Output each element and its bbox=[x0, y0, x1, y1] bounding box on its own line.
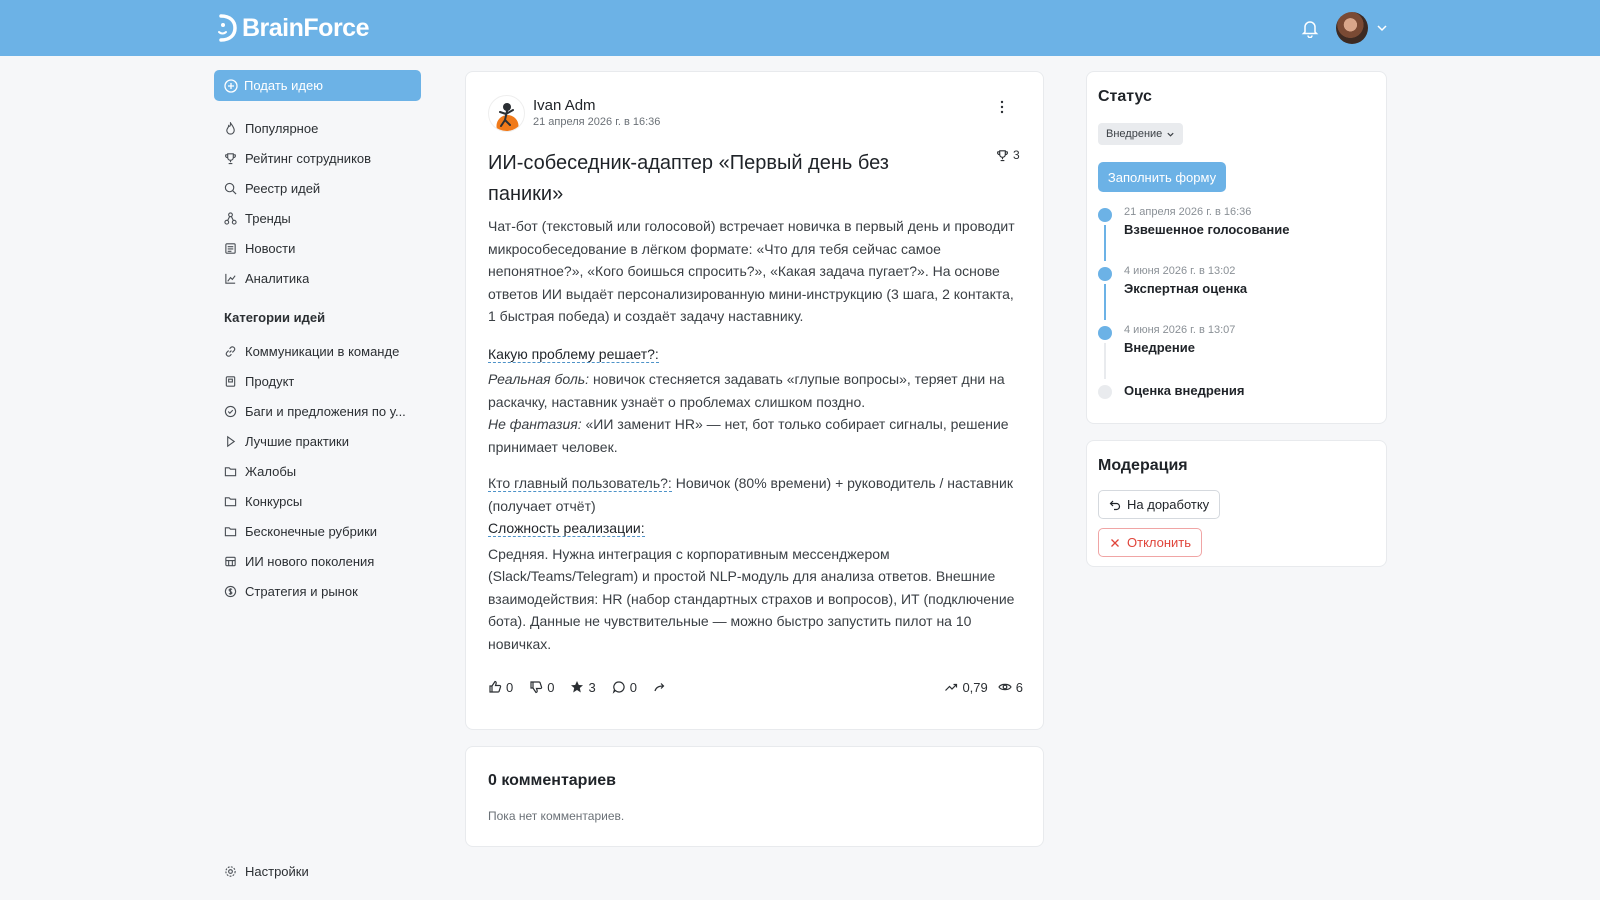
category-best-practices[interactable] bbox=[214, 426, 422, 456]
timeline-dot bbox=[1098, 208, 1112, 222]
nav-item-idea-registry[interactable] bbox=[214, 173, 422, 203]
category-strategy-market[interactable] bbox=[214, 576, 422, 606]
user-paragraph bbox=[488, 472, 1023, 517]
timeline-date: 4 июня 2026 г. в 13:02 bbox=[1124, 265, 1236, 277]
category-label: Баги и предложения по у... bbox=[245, 403, 406, 419]
send-to-rework-button[interactable] bbox=[1098, 490, 1220, 519]
fill-form-button[interactable]: Заполнить форму bbox=[1098, 162, 1226, 192]
comments-title: 0 комментариев bbox=[488, 772, 617, 789]
post-intro: Чат-бот (текстовый или голосовой) встречает новичка в первый день и проводит микрособеседование в лёгком формате: «Что для тебя сейчас самое непонятное?», «Кого боишься спросить?», «Какая задача пугает?». На основе ответов ИИ выдаёт персонализированную мини-инструкцию (3 шага, 2 контакта, 1 быстрая победа) и создаёт задачу наставнику. bbox=[488, 218, 1015, 324]
trophy-badge bbox=[996, 148, 1020, 162]
rework-label: На доработку bbox=[1127, 497, 1210, 512]
folder-icon bbox=[224, 465, 237, 478]
sidebar bbox=[214, 70, 422, 606]
like-button[interactable] bbox=[488, 680, 513, 695]
user-area bbox=[1300, 12, 1388, 44]
nav-item-trends[interactable] bbox=[214, 203, 422, 233]
trend-stat bbox=[944, 680, 987, 695]
trophy-icon bbox=[996, 149, 1009, 162]
category-label: Бесконечные рубрики bbox=[245, 523, 378, 539]
network-icon bbox=[224, 212, 237, 225]
category-label: Лучшие практики bbox=[245, 433, 349, 449]
post-body bbox=[488, 215, 1023, 655]
fantasy-label: Не фантазия: bbox=[488, 416, 582, 432]
problem-heading-text: Какую проблему решает?: bbox=[488, 345, 659, 362]
idea-post-card bbox=[465, 71, 1044, 730]
views-stat bbox=[998, 680, 1023, 695]
nav-item-analytics[interactable] bbox=[214, 263, 422, 293]
nav-label: Аналитика bbox=[245, 270, 310, 286]
trending-up-icon bbox=[944, 680, 958, 694]
post-stats bbox=[934, 680, 1023, 695]
timeline-connector bbox=[1104, 225, 1106, 261]
nav-label: Рейтинг сотрудников bbox=[245, 150, 372, 166]
dislike-button[interactable] bbox=[529, 680, 554, 695]
nav-item-popular[interactable] bbox=[214, 113, 422, 143]
nav-item-employee-rating[interactable] bbox=[214, 143, 422, 173]
trophy-count: 3 bbox=[1013, 148, 1020, 162]
share-icon bbox=[653, 680, 667, 694]
category-label: Жалобы bbox=[245, 463, 297, 479]
logo[interactable] bbox=[214, 12, 369, 44]
coin-icon bbox=[224, 585, 237, 598]
bell-icon[interactable] bbox=[1300, 18, 1320, 38]
category-product[interactable] bbox=[214, 366, 422, 396]
brain-logo-icon bbox=[214, 13, 238, 43]
top-bar bbox=[0, 0, 1600, 56]
folder-icon bbox=[224, 525, 237, 538]
problem-heading bbox=[488, 343, 1023, 366]
status-timeline bbox=[1098, 205, 1378, 441]
categories-nav bbox=[214, 336, 422, 606]
timeline-dot bbox=[1098, 326, 1112, 340]
favorite-button[interactable] bbox=[570, 680, 595, 695]
timeline-date: 21 апреля 2026 г. в 16:36 bbox=[1124, 206, 1252, 218]
author-avatar[interactable] bbox=[488, 95, 525, 132]
undo-icon bbox=[1109, 499, 1121, 511]
gear-icon bbox=[224, 865, 237, 878]
complexity-heading-text: Сложность реализации: bbox=[488, 520, 645, 536]
settings-label: Настройки bbox=[245, 863, 309, 879]
pain-text: новичок стесняется задавать «глупые вопросы», теряет дни на раскачку, наставник узнаёт о проблемах слишком поздно. bbox=[488, 371, 1005, 410]
trend-value: 0,79 bbox=[962, 679, 988, 695]
post-date: 21 апреля 2026 г. в 16:36 bbox=[533, 116, 661, 128]
grid-icon bbox=[224, 555, 237, 568]
flame-icon bbox=[224, 122, 237, 135]
dislike-count: 0 bbox=[547, 679, 555, 695]
play-icon bbox=[224, 435, 237, 448]
timeline-step bbox=[1098, 383, 1378, 441]
newspaper-icon bbox=[224, 242, 237, 255]
avatar[interactable] bbox=[1336, 12, 1368, 44]
status-current: Внедрение bbox=[1106, 128, 1163, 140]
link-icon bbox=[224, 345, 237, 358]
timeline-label: Оценка внедрения bbox=[1124, 383, 1245, 398]
category-label: ИИ нового поколения bbox=[245, 553, 375, 569]
folder-icon bbox=[224, 495, 237, 508]
moderation-title: Модерация bbox=[1098, 457, 1188, 474]
user-heading: Кто главный пользователь?: bbox=[488, 475, 672, 491]
timeline-step bbox=[1098, 265, 1378, 323]
category-team-communications[interactable] bbox=[214, 336, 422, 366]
category-label: Коммуникации в команде bbox=[245, 343, 400, 359]
submit-idea-button[interactable] bbox=[214, 70, 421, 101]
check-circle-icon bbox=[224, 405, 237, 418]
more-vertical-icon[interactable] bbox=[1000, 100, 1004, 114]
share-button[interactable] bbox=[653, 680, 671, 694]
timeline-label: Экспертная оценка bbox=[1124, 281, 1248, 296]
timeline-dot-pending bbox=[1098, 385, 1112, 399]
category-endless-rubrics[interactable] bbox=[214, 516, 422, 546]
category-label: Стратегия и рынок bbox=[245, 583, 358, 599]
star-icon bbox=[570, 680, 584, 694]
nav-label: Тренды bbox=[245, 210, 291, 226]
comment-button[interactable] bbox=[612, 680, 637, 695]
post-actions bbox=[488, 677, 1023, 697]
timeline-dot bbox=[1098, 267, 1112, 281]
plus-circle-icon bbox=[224, 79, 238, 93]
category-next-gen-ai[interactable] bbox=[214, 546, 422, 576]
eye-icon bbox=[998, 680, 1012, 694]
star-count: 3 bbox=[588, 679, 596, 695]
timeline-date: 4 июня 2026 г. в 13:07 bbox=[1124, 324, 1236, 336]
close-icon bbox=[1109, 537, 1121, 549]
timeline-connector bbox=[1104, 343, 1106, 379]
category-complaints[interactable] bbox=[214, 456, 422, 486]
status-card bbox=[1086, 71, 1387, 424]
user-text: Новичок (80% времени) + руководитель / наставник (получает отчёт) bbox=[488, 475, 1013, 514]
thumbs-down-icon bbox=[529, 680, 543, 694]
fantasy-paragraph bbox=[488, 413, 1023, 458]
author-avatar-illustration bbox=[489, 96, 525, 132]
pain-label: Реальная боль: bbox=[488, 371, 590, 387]
pain-paragraph bbox=[488, 368, 1023, 413]
status-title: Статус bbox=[1098, 88, 1152, 105]
trophy-icon bbox=[224, 152, 237, 165]
category-contests[interactable] bbox=[214, 486, 422, 516]
categories-title: Категории идей bbox=[224, 310, 326, 325]
reject-label: Отклонить bbox=[1127, 535, 1192, 550]
chevron-down-icon bbox=[1166, 130, 1175, 139]
submit-idea-label: Подать идею bbox=[244, 78, 323, 93]
nav-item-settings[interactable] bbox=[214, 856, 309, 886]
nav-label: Новости bbox=[245, 240, 296, 256]
category-label: Продукт bbox=[245, 373, 295, 389]
chevron-down-icon[interactable] bbox=[1376, 22, 1388, 34]
timeline-label: Внедрение bbox=[1124, 340, 1195, 355]
chart-icon bbox=[224, 272, 237, 285]
box-icon bbox=[224, 375, 237, 388]
complexity-text: Средняя. Нужна интеграция с корпоративным мессенджером (Slack/Teams/Telegram) и простой NLP-модуль для анализа ответов. Внешние взаимодействия: HR (набор стандартных страхов и вопросов), ИТ (подключение бота). Данные не чувствительные — можно быстро запустить пилот на 10 новичках. bbox=[488, 545, 1015, 652]
nav-label: Реестр идей bbox=[245, 180, 321, 196]
post-title: ИИ-собеседник-адаптер «Первый день без паники» bbox=[488, 152, 889, 205]
comments-card bbox=[465, 746, 1044, 847]
thumbs-up-icon bbox=[488, 680, 502, 694]
views-count: 6 bbox=[1015, 679, 1023, 695]
comment-icon bbox=[612, 680, 626, 694]
category-label: Конкурсы bbox=[245, 493, 303, 509]
like-count: 0 bbox=[506, 679, 514, 695]
timeline-step bbox=[1098, 324, 1378, 382]
nav-item-news[interactable] bbox=[214, 233, 422, 263]
moderation-card bbox=[1086, 440, 1387, 567]
author-name[interactable]: Ivan Adm bbox=[533, 97, 596, 114]
reject-button[interactable] bbox=[1098, 528, 1202, 557]
comment-count: 0 bbox=[629, 679, 637, 695]
timeline-connector bbox=[1104, 284, 1106, 320]
complexity-heading bbox=[488, 517, 1023, 540]
timeline-label: Взвешенное голосование bbox=[1124, 222, 1290, 237]
nav-label: Популярное bbox=[245, 120, 319, 136]
main-nav bbox=[214, 113, 422, 293]
comments-empty-text: Пока нет комментариев. bbox=[488, 809, 625, 823]
category-bugs[interactable] bbox=[214, 396, 422, 426]
fantasy-text: «ИИ заменит HR» — нет, бот только собирает сигналы, решение принимает человек. bbox=[488, 416, 1009, 455]
timeline-step bbox=[1098, 206, 1378, 264]
status-select[interactable] bbox=[1098, 123, 1183, 145]
logo-text: BrainForce bbox=[242, 13, 369, 42]
search-icon bbox=[224, 182, 237, 195]
